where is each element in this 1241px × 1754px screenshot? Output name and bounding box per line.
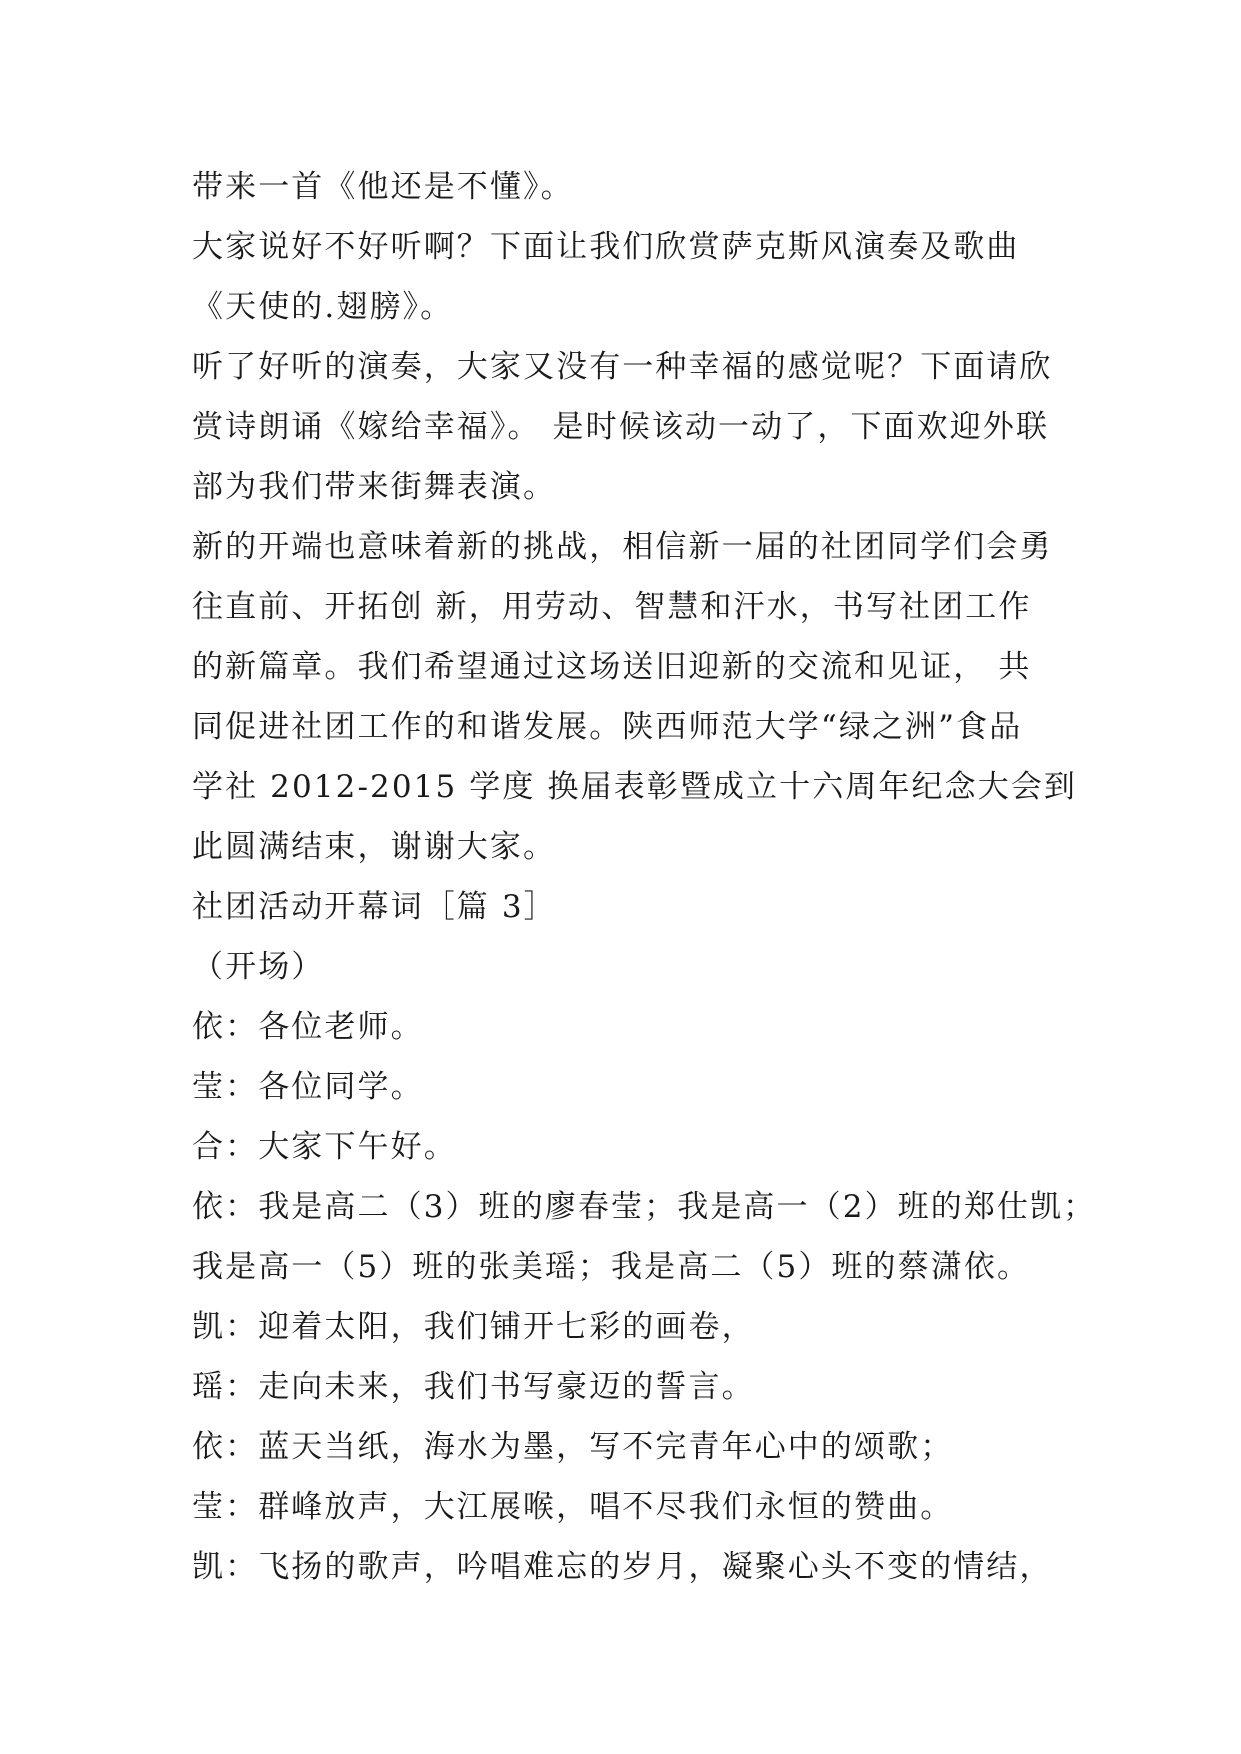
text-line: 《天使的.翅膀》。 <box>192 289 454 325</box>
text-line: 莹：各位同学。 <box>192 1069 424 1105</box>
text-line: 我是高一（5）班的张美瑶；我是高二（5）班的蔡潇依。 <box>192 1249 1031 1285</box>
text-line: 凯：飞扬的歌声，吟唱难忘的岁月，凝聚心头不变的情结， <box>192 1549 1053 1585</box>
text-line: 赏诗朗诵《嫁给幸福》。 是时候该动一动了，下面欢迎外联 <box>192 409 1050 445</box>
text-line: 部为我们带来街舞表演。 <box>192 469 557 505</box>
text-line: 瑶：走向未来，我们书写豪迈的誓言。 <box>192 1369 755 1405</box>
text-line: 带来一首《他还是不懂》。 <box>192 169 574 205</box>
text-line: 的新篇章。我们希望通过这场送旧迎新的交流和见证， 共 <box>192 649 1032 685</box>
text-line: 新的开端也意味着新的挑战，相信新一届的社团同学们会勇 <box>192 529 1053 565</box>
section-heading: 社团活动开幕词［篇 3］ <box>192 889 557 925</box>
text-line: 依：我是高二（3）班的廖春莹；我是高一（2）班的郑仕凯； <box>192 1189 1097 1225</box>
text-line: 学社 2012-2015 学度 换届表彰暨成立十六周年纪念大会到 <box>192 769 1078 805</box>
text-line: 莹：群峰放声，大江展喉，唱不尽我们永恒的赞曲。 <box>192 1489 954 1525</box>
text-line: 合：大家下午好。 <box>192 1129 457 1165</box>
text-line: 依：各位老师。 <box>192 1009 424 1045</box>
document-body <box>192 157 1097 1597</box>
text-line: 大家说好不好听啊？下面让我们欣赏萨克斯风演奏及歌曲 <box>192 229 1020 265</box>
text-line: 凯：迎着太阳，我们铺开七彩的画卷， <box>192 1309 755 1345</box>
text-line: 往直前、开拓创 新，用劳动、智慧和汗水，书写社团工作 <box>192 589 1032 625</box>
text-line: （开场） <box>192 949 325 985</box>
text-line: 听了好听的演奏，大家又没有一种幸福的感觉呢？下面请欣 <box>192 349 1053 385</box>
text-line: 此圆满结束，谢谢大家。 <box>192 829 557 865</box>
text-line: 依：蓝天当纸，海水为墨，写不完青年心中的颂歌； <box>192 1429 954 1465</box>
text-line: 同促进社团工作的和谐发展。陕西师范大学“绿之洲”食品 <box>192 709 1023 745</box>
